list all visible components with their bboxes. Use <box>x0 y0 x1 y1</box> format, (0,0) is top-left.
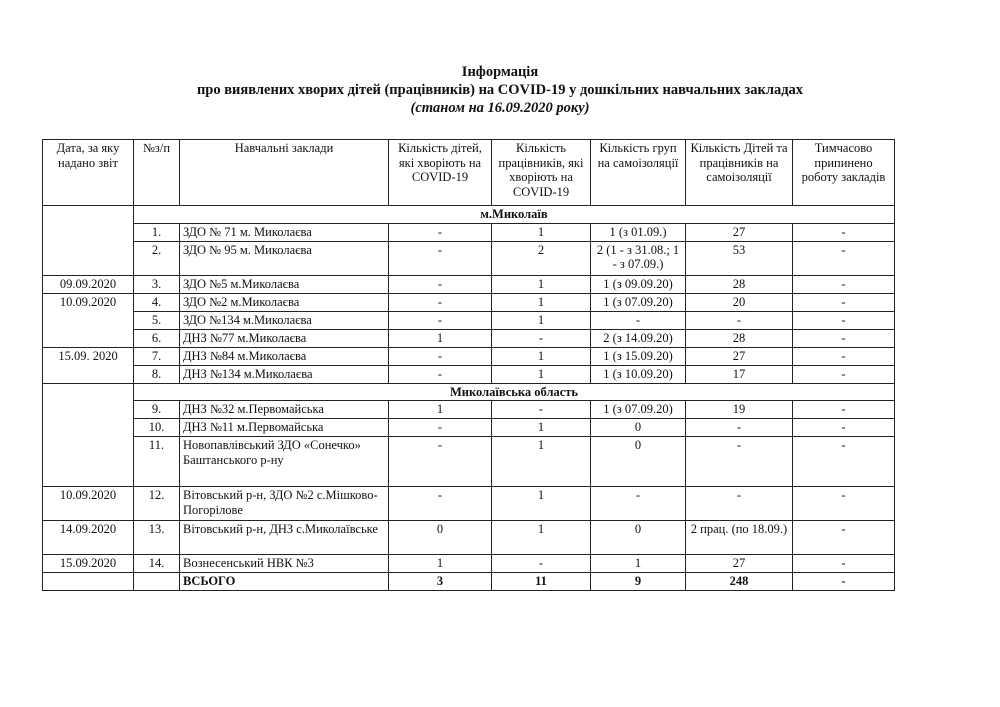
cell-institution: ЗДО №2 м.Миколаєва <box>180 293 389 311</box>
section-row <box>43 206 895 224</box>
total-isolated-groups: 9 <box>591 573 686 591</box>
cell-isolated-people: - <box>686 419 793 437</box>
column-header-date: Дата, за яку надано звіт <box>43 140 134 206</box>
cell-isolated-groups: - <box>591 311 686 329</box>
column-header-number: №з/п <box>134 140 180 206</box>
cell-sick-children: - <box>389 347 492 365</box>
cell-sick-workers: - <box>492 555 591 573</box>
column-header-isolated-people: Кількість Дітей та працівників на самоізоляції <box>686 140 793 206</box>
table-row <box>43 329 895 347</box>
cell-isolated-groups: 1 (з 09.09.20) <box>591 275 686 293</box>
header-row <box>43 140 895 206</box>
cell-institution: ДНЗ №32 м.Первомайська <box>180 401 389 419</box>
cell-institution: Вознесенський НВК №3 <box>180 555 389 573</box>
cell-sick-workers: 1 <box>492 419 591 437</box>
cell-institution: ДНЗ №77 м.Миколаєва <box>180 329 389 347</box>
cell-closed: - <box>793 329 895 347</box>
cell-number: 9. <box>134 401 180 419</box>
cell-closed: - <box>793 521 895 555</box>
cell-sick-children: - <box>389 293 492 311</box>
column-header-sick-workers: Кількість працівників, які хворіють на COVID-19 <box>492 140 591 206</box>
cell-number: 12. <box>134 487 180 521</box>
report-table <box>42 139 895 591</box>
cell-sick-workers: 1 <box>492 223 591 241</box>
table-row <box>43 223 895 241</box>
cell-sick-workers: 1 <box>492 275 591 293</box>
cell-closed: - <box>793 293 895 311</box>
cell-isolated-people: 17 <box>686 365 793 383</box>
table-row <box>43 311 895 329</box>
cell-sick-children: - <box>389 365 492 383</box>
column-header-sick-children: Кількість дітей, які хворіють на COVID-19 <box>389 140 492 206</box>
cell-isolated-groups: 2 (1 - з 31.08.; 1 - з 07.09.) <box>591 241 686 275</box>
cell-number: 14. <box>134 555 180 573</box>
document-date-line: (станом на 16.09.2020 року) <box>410 100 590 116</box>
cell-sick-workers: 1 <box>492 437 591 487</box>
cell-sick-workers: 2 <box>492 241 591 275</box>
cell-institution: ДНЗ №134 м.Миколаєва <box>180 365 389 383</box>
cell-closed: - <box>793 223 895 241</box>
cell-sick-children: - <box>389 487 492 521</box>
cell-isolated-people: 28 <box>686 329 793 347</box>
cell-number: 1. <box>134 223 180 241</box>
cell-number: 6. <box>134 329 180 347</box>
cell-isolated-people: 27 <box>686 347 793 365</box>
cell-date: 10.09.2020 <box>43 487 134 521</box>
cell-sick-children: - <box>389 241 492 275</box>
cell-sick-children: - <box>389 419 492 437</box>
cell-isolated-people: 19 <box>686 401 793 419</box>
cell-date <box>43 401 134 419</box>
cell-isolated-groups: 1 (з 10.09.20) <box>591 365 686 383</box>
table-row <box>43 419 895 437</box>
cell-isolated-groups: 1 (з 01.09.) <box>591 223 686 241</box>
cell-sick-children: - <box>389 437 492 487</box>
cell-isolated-people: 20 <box>686 293 793 311</box>
cell-number: 11. <box>134 437 180 487</box>
total-isolated-people: 248 <box>686 573 793 591</box>
cell-isolated-groups: 0 <box>591 437 686 487</box>
cell-closed: - <box>793 365 895 383</box>
cell-date <box>43 223 134 241</box>
cell-number: 7. <box>134 347 180 365</box>
cell-sick-workers: 1 <box>492 311 591 329</box>
cell-institution: ЗДО №134 м.Миколаєва <box>180 311 389 329</box>
cell-number: 13. <box>134 521 180 555</box>
column-header-closed: Тимчасово припинено роботу закладів <box>793 140 895 206</box>
column-header-institution: Навчальні заклади <box>180 140 389 206</box>
cell-sick-workers: 1 <box>492 293 591 311</box>
cell-date: 09.09.2020 <box>43 275 134 293</box>
cell-closed: - <box>793 275 895 293</box>
cell-institution: ЗДО № 95 м. Миколаєва <box>180 241 389 275</box>
cell-isolated-groups: 1 <box>591 555 686 573</box>
cell-date: 10.09.2020 <box>43 293 134 311</box>
table-row <box>43 365 895 383</box>
cell-number: 4. <box>134 293 180 311</box>
table-row <box>43 521 895 555</box>
cell-sick-workers: - <box>492 329 591 347</box>
cell-closed: - <box>793 419 895 437</box>
cell-institution: Новопавлівський ЗДО «Сонечко» Баштанського р-ну <box>180 437 389 487</box>
cell-sick-children: 1 <box>389 329 492 347</box>
cell-number: 10. <box>134 419 180 437</box>
cell-closed: - <box>793 437 895 487</box>
document-title: Інформація <box>461 64 539 80</box>
cell-sick-workers: 1 <box>492 521 591 555</box>
cell-institution: Вітовський р-н, ДНЗ с.Миколаївське <box>180 521 389 555</box>
cell-date <box>43 311 134 329</box>
cell-number: 5. <box>134 311 180 329</box>
total-closed: - <box>793 573 895 591</box>
cell-isolated-people: - <box>686 311 793 329</box>
table-row <box>43 241 895 275</box>
cell-date <box>43 419 134 437</box>
cell-isolated-groups: 0 <box>591 521 686 555</box>
table-row <box>43 347 895 365</box>
cell-number: 2. <box>134 241 180 275</box>
total-row <box>43 573 895 591</box>
cell-isolated-people: 27 <box>686 223 793 241</box>
cell-number: 3. <box>134 275 180 293</box>
cell-institution: ДНЗ №11 м.Первомайська <box>180 419 389 437</box>
cell-date: 15.09.2020 <box>43 555 134 573</box>
cell-isolated-groups: 2 (з 14.09.20) <box>591 329 686 347</box>
cell-number: 8. <box>134 365 180 383</box>
column-header-isolated-groups: Кількість груп на самоізоляції <box>591 140 686 206</box>
cell-isolated-people: - <box>686 487 793 521</box>
total-sick-children: 3 <box>389 573 492 591</box>
cell-sick-children: - <box>389 223 492 241</box>
cell-sick-workers: 1 <box>492 347 591 365</box>
cell-isolated-groups: 1 (з 07.09.20) <box>591 401 686 419</box>
cell-closed: - <box>793 241 895 275</box>
section-title: Миколаївська область <box>134 383 895 401</box>
section-title: м.Миколаїв <box>134 206 895 224</box>
cell-isolated-people: 28 <box>686 275 793 293</box>
cell-institution: ЗДО № 71 м. Миколаєва <box>180 223 389 241</box>
cell-sick-children: - <box>389 275 492 293</box>
cell-institution: ДНЗ №84 м.Миколаєва <box>180 347 389 365</box>
cell-date <box>43 365 134 383</box>
table-row <box>43 437 895 487</box>
cell-date: 14.09.2020 <box>43 521 134 555</box>
cell-closed: - <box>793 555 895 573</box>
cell-closed: - <box>793 487 895 521</box>
cell-sick-children: 1 <box>389 555 492 573</box>
cell-date <box>43 241 134 275</box>
cell-sick-workers: 1 <box>492 487 591 521</box>
table-row <box>43 275 895 293</box>
cell-sick-workers: 1 <box>492 365 591 383</box>
cell-isolated-groups: - <box>591 487 686 521</box>
cell-isolated-people: - <box>686 437 793 487</box>
cell-date <box>43 329 134 347</box>
table-row <box>43 293 895 311</box>
cell-closed: - <box>793 401 895 419</box>
total-sick-workers: 11 <box>492 573 591 591</box>
table-row <box>43 555 895 573</box>
table-row <box>43 487 895 521</box>
table-row <box>43 401 895 419</box>
cell-isolated-people: 53 <box>686 241 793 275</box>
cell-sick-children: 1 <box>389 401 492 419</box>
cell-isolated-groups: 0 <box>591 419 686 437</box>
cell-closed: - <box>793 347 895 365</box>
cell-closed: - <box>793 311 895 329</box>
cell-date: 15.09. 2020 <box>43 347 134 365</box>
document-subtitle: про виявлених хворих дітей (працівників) на COVID-19 у дошкільних навчальних закладах <box>196 82 804 98</box>
cell-isolated-people: 2 прац. (по 18.09.) <box>686 521 793 555</box>
cell-institution: ЗДО №5 м.Миколаєва <box>180 275 389 293</box>
cell-isolated-groups: 1 (з 07.09.20) <box>591 293 686 311</box>
cell-date <box>43 437 134 487</box>
cell-sick-children: 0 <box>389 521 492 555</box>
cell-isolated-people: 27 <box>686 555 793 573</box>
section-row <box>43 383 895 401</box>
cell-sick-children: - <box>389 311 492 329</box>
total-label: ВСЬОГО <box>180 573 389 591</box>
cell-institution: Вітовський р-н, ЗДО №2 с.Мішково-Погорілове <box>180 487 389 521</box>
cell-sick-workers: - <box>492 401 591 419</box>
cell-isolated-groups: 1 (з 15.09.20) <box>591 347 686 365</box>
